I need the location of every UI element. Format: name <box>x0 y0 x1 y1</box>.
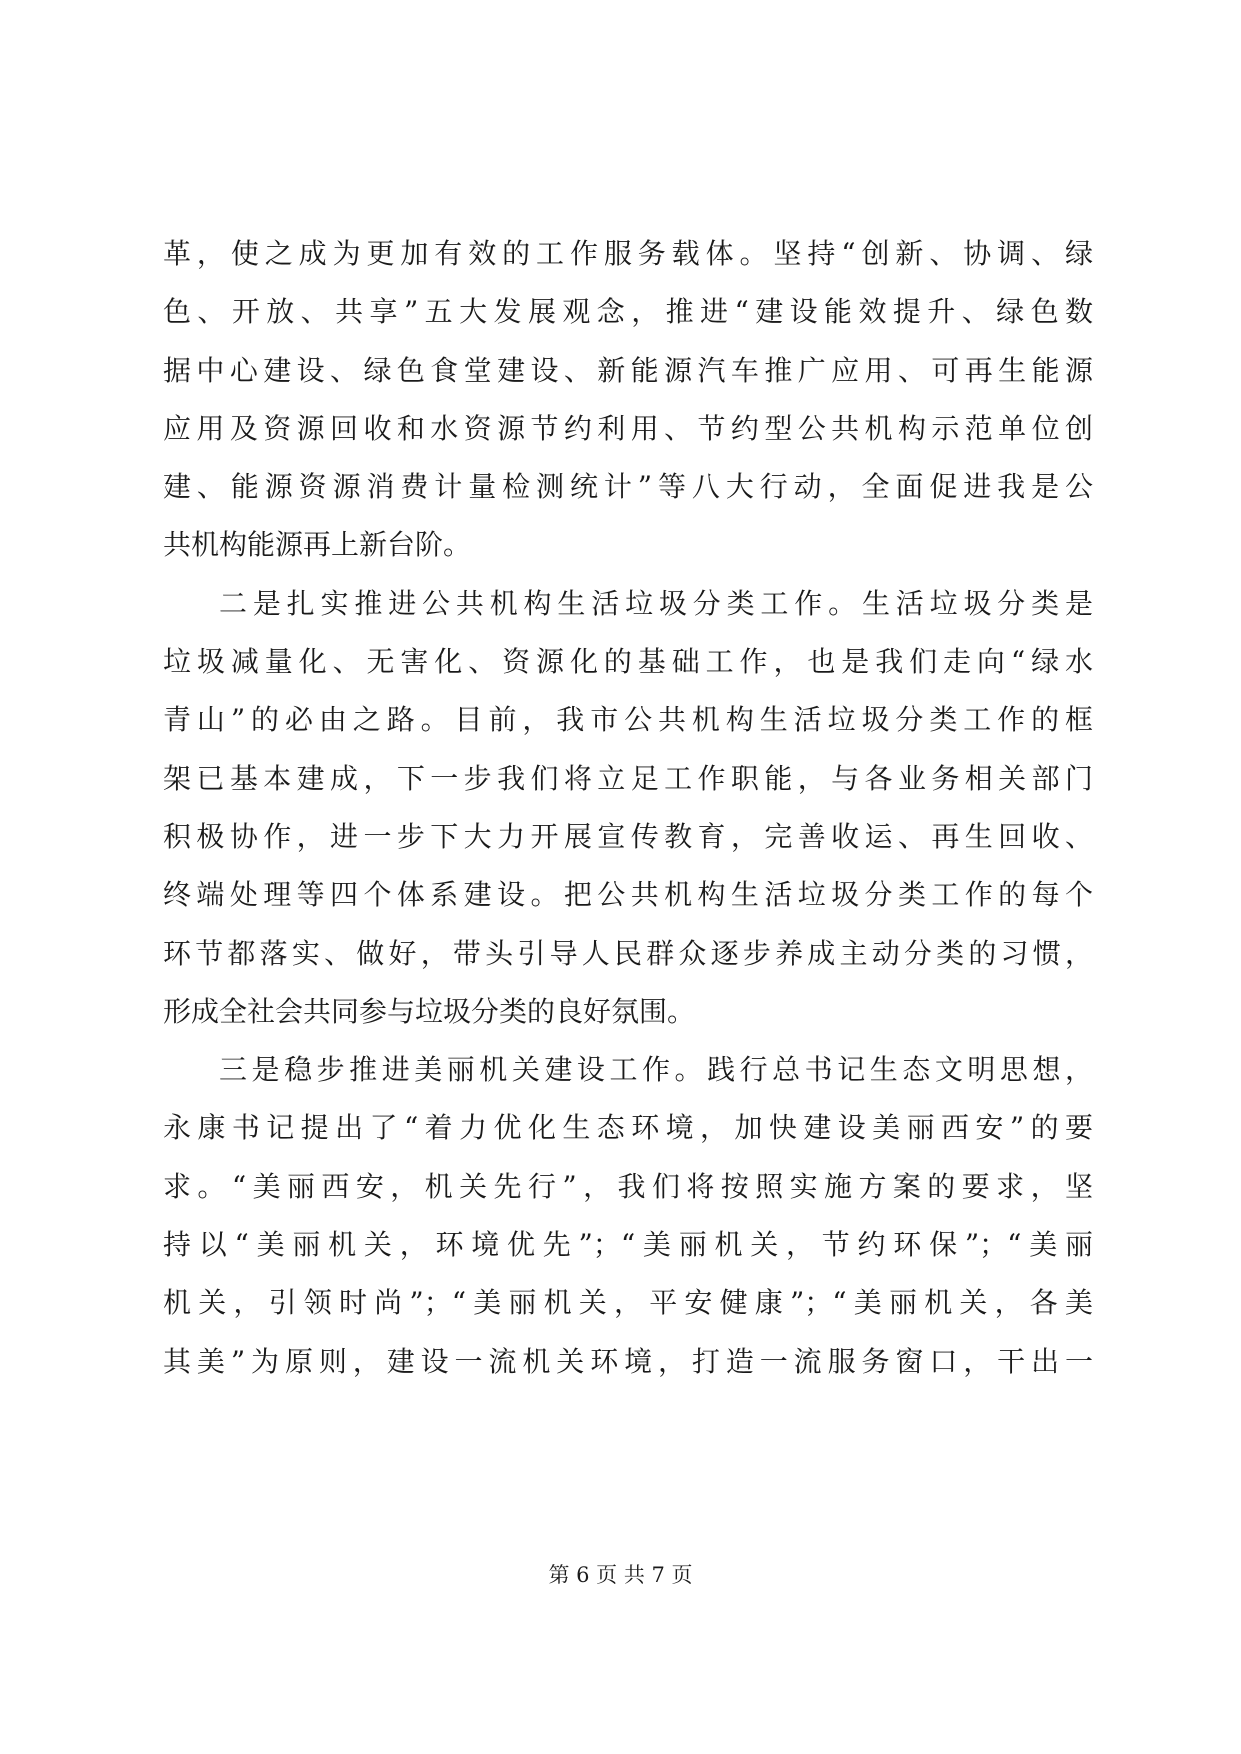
body-text <box>163 225 1093 1391</box>
text-line: 求。“美丽西安，机关先行”，我们将按照实施方案的要求，坚 <box>163 1169 1093 1203</box>
text-line: 机关，引领时尚”；“美丽机关，平安健康”；“美丽机关，各美 <box>163 1286 1093 1320</box>
text-line: 色、开放、共享”五大发展观念，推进“建设能效提升、绿色数 <box>163 295 1093 329</box>
text-line: 垃圾减量化、无害化、资源化的基础工作，也是我们走向“绿水 <box>163 645 1093 679</box>
text-line: 据中心建设、绿色食堂建设、新能源汽车推广应用、可再生能源 <box>163 353 1093 387</box>
text-line: 二是扎实推进公共机构生活垃圾分类工作。生活垃圾分类是 <box>219 586 1093 620</box>
text-line: 其美”为原则，建设一流机关环境，打造一流服务窗口，干出一 <box>163 1344 1093 1378</box>
paragraph-1 <box>163 225 1093 575</box>
text-line: 共机构能源再上新台阶。 <box>163 528 472 562</box>
page-number-footer: 第 6 页 共 7 页 <box>548 1563 693 1587</box>
text-line: 应用及资源回收和水资源节约利用、节约型公共机构示范单位创 <box>163 411 1093 445</box>
text-line: 积极协作，进一步下大力开展宣传教育，完善收运、再生回收、 <box>163 819 1093 853</box>
paragraph-3 <box>163 1041 1093 1391</box>
paragraph-2 <box>163 575 1093 1041</box>
text-line: 环节都落实、做好，带头引导人民群众逐步养成主动分类的习惯， <box>163 936 1093 970</box>
text-line: 永康书记提出了“着力优化生态环境，加快建设美丽西安”的要 <box>163 1111 1093 1145</box>
text-line: 形成全社会共同参与垃圾分类的良好氛围。 <box>163 994 696 1028</box>
text-line: 架已基本建成，下一步我们将立足工作职能，与各业务相关部门 <box>163 761 1093 795</box>
text-line: 三是稳步推进美丽机关建设工作。践行总书记生态文明思想， <box>219 1053 1093 1087</box>
text-line: 青山”的必由之路。目前，我市公共机构生活垃圾分类工作的框 <box>163 703 1093 737</box>
text-line: 革，使之成为更加有效的工作服务载体。坚持“创新、协调、绿 <box>163 237 1093 270</box>
text-line: 建、能源资源消费计量检测统计”等八大行动，全面促进我是公 <box>163 470 1093 504</box>
text-line: 终端处理等四个体系建设。把公共机构生活垃圾分类工作的每个 <box>163 878 1093 912</box>
text-line: 持以“美丽机关，环境优先”；“美丽机关，节约环保”；“美丽 <box>163 1228 1093 1262</box>
